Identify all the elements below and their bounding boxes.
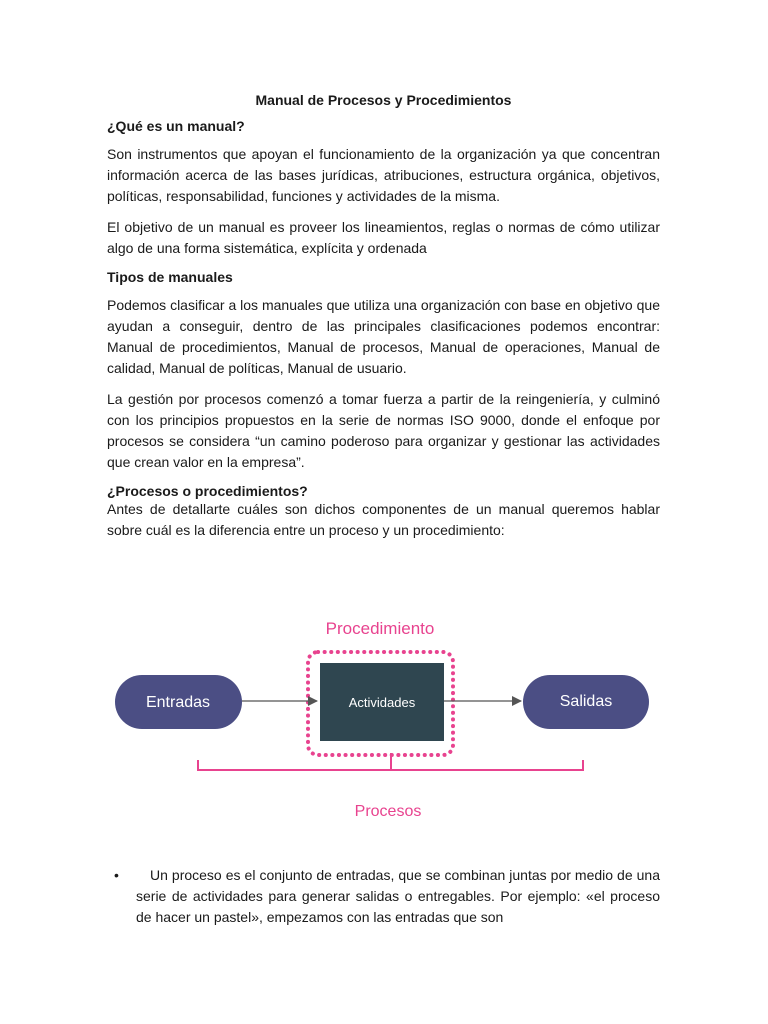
heading-procesos-procedimientos: ¿Procesos o procedimientos? [107, 483, 308, 499]
paragraph-diferencia: Antes de detallarte cuáles son dichos componentes de un manual queremos hablar sobre cuál es la diferencia entre un proceso y un procedimiento: [107, 501, 660, 538]
heading-que-es-manual: ¿Qué es un manual? [107, 118, 245, 134]
list-item [114, 865, 660, 928]
bullet-list [114, 865, 660, 928]
paragraph-gestion-procesos: La gestión por procesos comenzó a tomar fuerza a partir de la reingeniería, y culminó con los principios propuestos en la serie de normas ISO 9000, donde el enfoque por procesos se considera “un camino poderoso para organizar y gestionar las actividades que crean valor en la empresa”. [107, 391, 660, 470]
actividades-label: Actividades [348, 695, 416, 710]
entradas-label: Entradas [145, 694, 211, 711]
procedimiento-label: Procedimiento [325, 619, 435, 638]
paragraph-clasificacion: Podemos clasificar a los manuales que utiliza una organización con base en objetivo que ayudan a conseguir, dentro de las principales clasificaciones podemos encontrar: Manual de procedimientos, Manual de procesos, Manual de operaciones, Manual de calidad, Manual de políticas, Manual de usuario. [107, 297, 660, 376]
bullet-icon: • [114, 867, 119, 883]
document-body [107, 92, 660, 551]
procesos-bracket [198, 753, 583, 770]
paragraph-definicion: Son instrumentos que apoyan el funcionamiento de la organización ya que concentran información acerca de las bases jurídicas, atribuciones, estructura orgánica, objetivos, políticas, responsabilidad, funciones y actividades de la misma. [107, 146, 660, 204]
procesos-label: Procesos [354, 803, 422, 820]
bullet-text: Un proceso es el conjunto de entradas, que se combinan juntas por medio de una serie de actividades para generar salidas o entregables. Por ejemplo: «el proceso de hacer un pastel», empezamos con las entradas que son [136, 867, 660, 925]
salidas-label: Salidas [559, 693, 613, 710]
process-diagram [100, 605, 668, 830]
heading-tipos-manuales: Tipos de manuales [107, 269, 233, 285]
paragraph-objetivo: El objetivo de un manual es proveer los lineamientos, reglas o normas de cómo utilizar algo de una forma sistemática, explícita y ordenada [107, 219, 660, 256]
document-title: Manual de Procesos y Procedimientos [255, 92, 512, 108]
